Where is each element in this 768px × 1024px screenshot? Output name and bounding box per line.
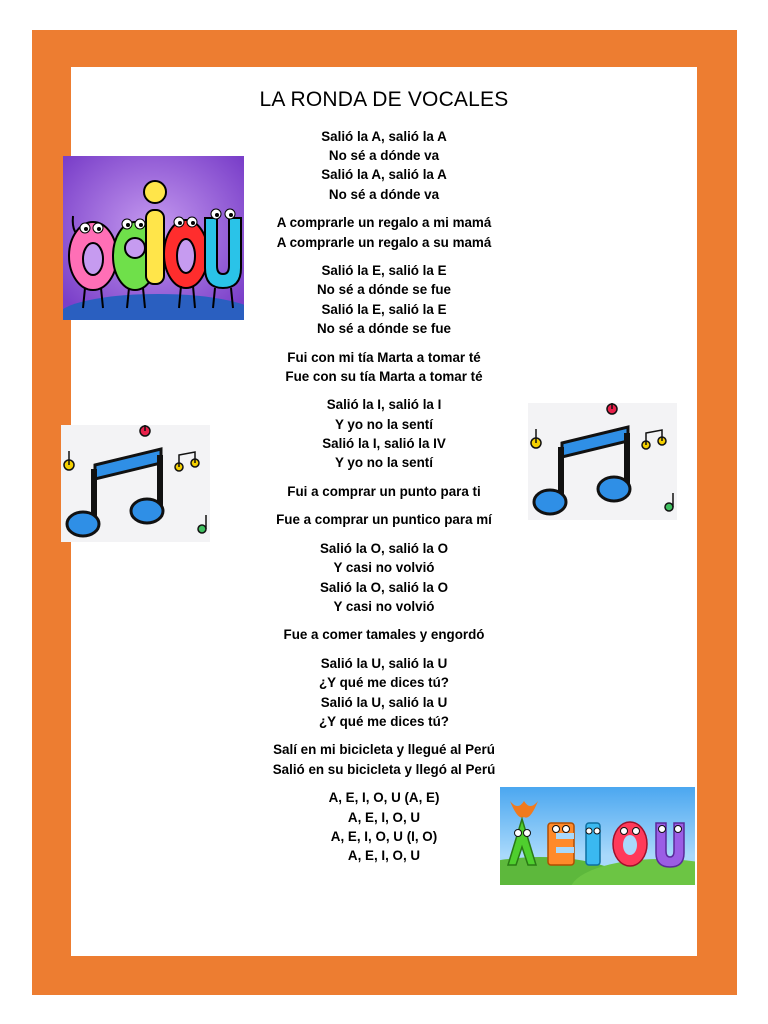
lyric-stanza <box>234 127 534 204</box>
lyric-line: Salió la O, salió la O <box>319 541 448 557</box>
lyric-line: Salió la U, salió la U <box>320 656 448 672</box>
lyric-stanza <box>234 654 534 731</box>
aeiou-letter-characters-image <box>500 787 695 885</box>
lyric-stanza <box>234 348 534 386</box>
lyric-stanza <box>234 510 534 529</box>
lyric-line: Salió en su bicicleta y llegó al Perú <box>272 761 496 777</box>
lyric-stanza <box>234 740 534 778</box>
lyric-line: Y casi no volvió <box>333 598 435 614</box>
lyric-line: A, E, I, O, U <box>347 809 421 825</box>
lyric-line: Y yo no la sentí <box>335 455 433 471</box>
lyrics-block <box>234 127 534 875</box>
lyric-stanza <box>234 482 534 501</box>
lyric-line: No sé a dónde se fue <box>317 320 451 336</box>
lyric-line: Salió la U, salió la U <box>320 694 448 710</box>
lyric-line: Salió la E, salió la E <box>321 301 447 317</box>
page-title: LA RONDA DE VOCALES <box>259 88 509 111</box>
lyric-line: Salió la E, salió la E <box>321 263 447 279</box>
music-notes-right-image <box>528 403 677 520</box>
lyric-stanza <box>234 539 534 616</box>
lyric-line: Y yo no la sentí <box>335 416 433 432</box>
lyric-stanza <box>234 788 534 865</box>
lyric-line: A, E, I, O, U (A, E) <box>328 790 440 806</box>
lyric-line: ¿Y qué me dices tú? <box>319 675 449 691</box>
lyric-stanza <box>234 261 534 338</box>
lyric-line: Fue con su tía Marta a tomar té <box>285 368 483 384</box>
lyric-line: Salió la I, salió la IV <box>322 435 446 451</box>
lyric-line: Fui con mi tía Marta a tomar té <box>287 349 481 365</box>
lyric-line: A, E, I, O, U <box>347 848 421 863</box>
lyric-line: Salió la O, salió la O <box>319 579 448 595</box>
music-notes-left-image <box>61 425 210 542</box>
lyric-line: Fui a comprar un punto para ti <box>287 483 481 499</box>
lyric-line: Fue a comer tamales y engordó <box>283 627 485 643</box>
lyric-line: A, E, I, O, U (I, O) <box>330 828 438 844</box>
lyric-stanza <box>234 395 534 472</box>
lyric-stanza <box>234 625 534 644</box>
lyric-line: No sé a dónde va <box>328 148 440 164</box>
lyric-line: Salió la A, salió la A <box>321 167 447 183</box>
lyric-line: Salió la A, salió la A <box>321 129 447 144</box>
lyric-line: Salí en mi bicicleta y llegué al Perú <box>273 742 495 758</box>
lyric-line: ¿Y qué me dices tú? <box>319 713 449 729</box>
lyric-line: Salió la I, salió la I <box>326 397 442 413</box>
lyric-line: No sé a dónde se fue <box>317 282 451 298</box>
lyric-line: Y casi no volvió <box>333 560 435 576</box>
lyric-stanza <box>234 213 534 251</box>
lyric-line: A comprarle un regalo a mi mamá <box>276 215 492 231</box>
lyric-line: Fue a comprar un puntico para mí <box>276 512 492 528</box>
lyric-line: No sé a dónde va <box>328 186 440 202</box>
lyric-line: A comprarle un regalo a su mamá <box>276 234 492 250</box>
aeiou-dancing-letters-image <box>63 156 244 320</box>
